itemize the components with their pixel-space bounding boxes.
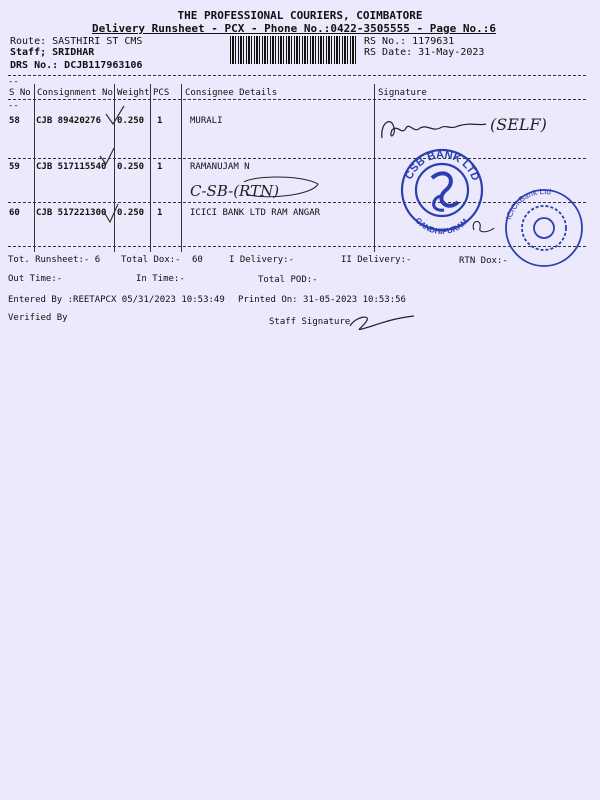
col-header-consignee: Consignee Details bbox=[185, 88, 278, 98]
col-header-sno: S No bbox=[9, 88, 31, 98]
signature-scribble bbox=[382, 122, 486, 138]
total-dox-label: Total Dox:- bbox=[121, 255, 181, 265]
row-weight: 0.250 bbox=[117, 116, 145, 126]
printed-on: Printed On: 31-05-2023 10:53:56 bbox=[238, 295, 406, 305]
csb-stamp-top-text: CSB BANK LTD bbox=[403, 148, 482, 183]
total-dox-value: 60 bbox=[192, 255, 203, 265]
row-sno: 58 bbox=[9, 116, 20, 126]
route-label: Route: SASTHIRI ST CMS bbox=[10, 36, 143, 47]
col-header-pcs: PCS bbox=[153, 88, 170, 98]
total-pod: Total POD:- bbox=[258, 275, 318, 285]
row-consignee: ICICI BANK LTD RAM ANGAR bbox=[190, 208, 321, 218]
row-weight: 0.250 bbox=[117, 162, 145, 172]
col-header-consignment: Consignment No bbox=[37, 88, 113, 98]
row-weight: 0.250 bbox=[117, 208, 145, 218]
rtn-dox: RTN Dox:- bbox=[459, 256, 508, 266]
drs-number: DRS No.: DCJB117963106 bbox=[10, 60, 143, 71]
row-consignment: CJB 517221300 bbox=[36, 208, 107, 218]
staff-signature-scribble bbox=[350, 316, 414, 329]
row-consignee: MURALI bbox=[190, 116, 223, 126]
rs-number: RS No.: 1179631 bbox=[364, 36, 455, 47]
row-pcs: 1 bbox=[157, 208, 163, 218]
verified-by: Verified By bbox=[8, 313, 68, 323]
row-pcs: 1 bbox=[157, 116, 163, 126]
row-sno: 59 bbox=[9, 162, 20, 172]
row-consignment: CJB 517115540 bbox=[36, 162, 107, 172]
handwritten-rtn: C-SB-(RTN) bbox=[190, 182, 280, 200]
signature-scribble bbox=[473, 221, 494, 231]
i-delivery: I Delivery:- bbox=[229, 255, 295, 265]
tick-mark bbox=[106, 106, 124, 124]
ii-delivery: II Delivery:- bbox=[341, 255, 412, 265]
handwritten-self: (SELF) bbox=[490, 115, 547, 134]
icici-stamp-text: ICICI Bank Ltd bbox=[504, 186, 552, 221]
row-pcs: 1 bbox=[157, 162, 163, 172]
total-runsheet: Tot. Runsheet:- 6 bbox=[8, 255, 101, 265]
tick-mark bbox=[100, 148, 114, 164]
entered-by: Entered By :REETAPCX 05/31/2023 10:53:49 bbox=[8, 295, 225, 305]
row-consignment: CJB 89420276 bbox=[36, 116, 102, 126]
col-header-signature: Signature bbox=[378, 88, 427, 98]
csb-stamp-bottom-text: GANDHIPURAM bbox=[413, 215, 470, 237]
col-header-weight: Weight bbox=[117, 88, 150, 98]
runsheet-subtitle: Delivery Runsheet - PCX - Phone No.:0422-3505555 - Page No.:6 bbox=[92, 22, 496, 35]
company-title: THE PROFESSIONAL COURIERS, COIMBATORE bbox=[177, 9, 423, 22]
tick-mark bbox=[104, 204, 118, 222]
in-time: In Time:- bbox=[136, 274, 185, 284]
out-time: Out Time:- bbox=[8, 274, 63, 284]
staff-label: Staff; SRIDHAR bbox=[10, 47, 95, 58]
rs-date: RS Date: 31-May-2023 bbox=[364, 47, 485, 58]
row-consignee: RAMANUJAM N bbox=[190, 162, 250, 172]
row-sno: 60 bbox=[9, 208, 20, 218]
staff-signature-label: Staff Signature bbox=[269, 317, 351, 327]
